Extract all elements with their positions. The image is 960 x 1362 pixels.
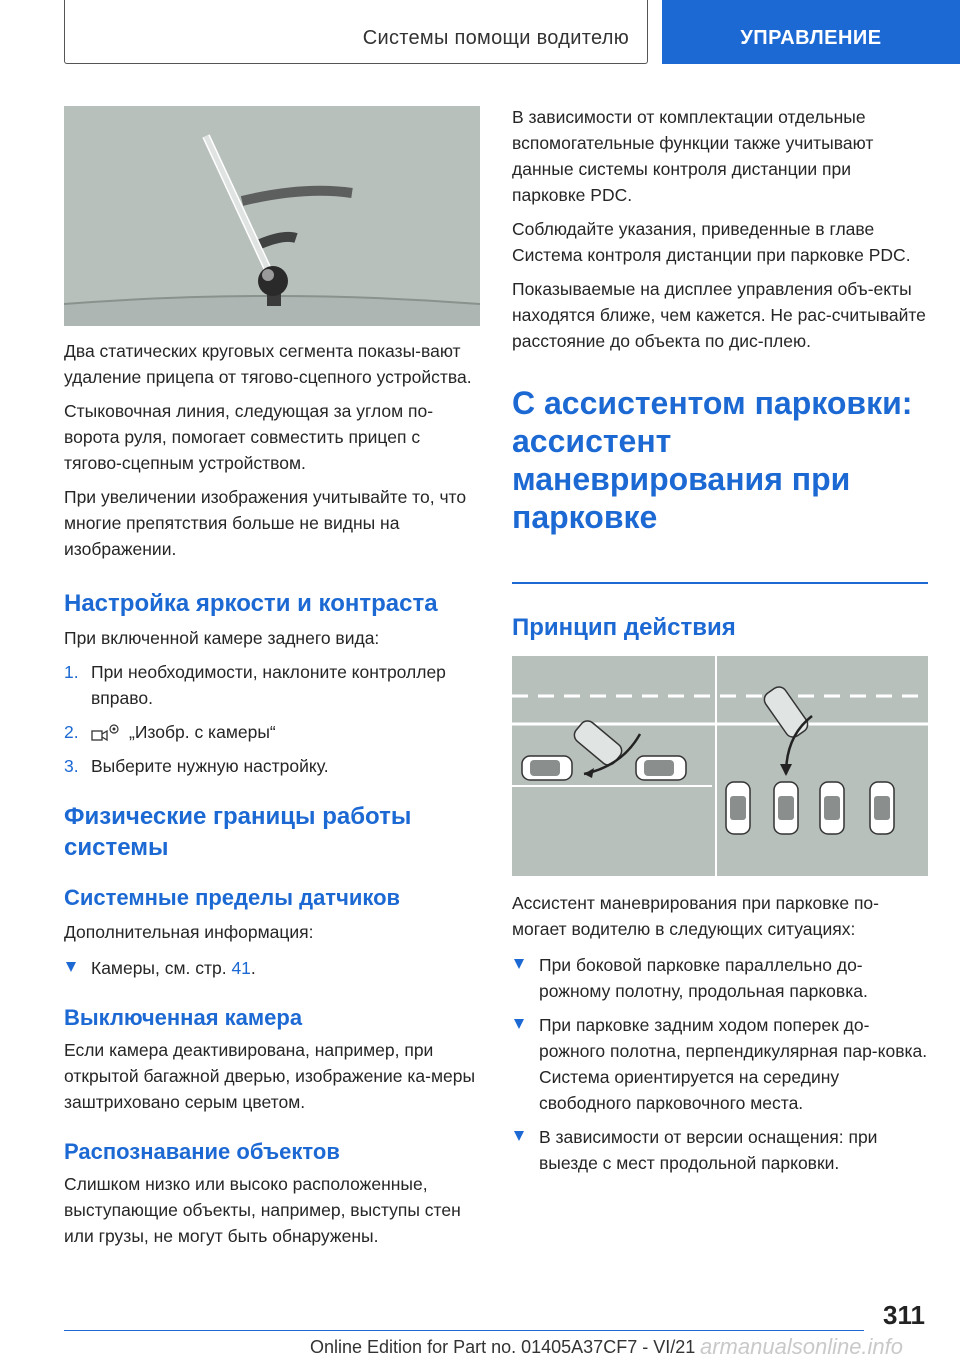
paragraph: Дополнительная информация: bbox=[64, 922, 314, 942]
heading-underline bbox=[512, 582, 928, 584]
bullet-text: При парковке задним ходом поперек до-рожного полотна, перпендикулярная пар-ковка. Система ориентируется на середину свободного парковочного места. bbox=[539, 1015, 928, 1113]
paragraph: Слишком низко или высоко расположенные, выступающие объекты, например, выступы стен или грузы, не могут быть обнаружены. bbox=[64, 1174, 461, 1246]
footer-divider bbox=[64, 1330, 864, 1331]
list-item bbox=[64, 753, 480, 779]
step-text: „Изобр. с камеры“ bbox=[129, 722, 276, 742]
triangle-bullet-icon bbox=[66, 962, 76, 972]
triangle-bullet-icon bbox=[514, 1131, 524, 1141]
heading-brightness: Настройка яркости и контраста bbox=[64, 590, 438, 617]
hitch-illustration-svg bbox=[64, 106, 480, 326]
list-item bbox=[64, 955, 480, 981]
bullet-text: В зависимости от версии оснащения: при выезде с мест продольной парковки. bbox=[539, 1127, 878, 1173]
bullet-end: . bbox=[250, 958, 256, 978]
paragraph: В зависимости от комплектации отдельные вспомогательные функции также учитывают данные системы контроля дистанции при парковке PDC. bbox=[512, 107, 874, 205]
heading-camera-off: Выключенная камера bbox=[64, 1005, 303, 1030]
footer-edition: Online Edition for Part no. 01405A37CF7 - VI/21 bbox=[310, 1337, 696, 1357]
heading-object-detection: Распознавание объектов bbox=[64, 1139, 340, 1164]
bullet-text: Камеры, см. стр. bbox=[91, 958, 232, 978]
page-number: 311 bbox=[883, 1300, 925, 1330]
list-item bbox=[64, 719, 480, 745]
header-section-title: Системы помощи водителю bbox=[362, 27, 629, 49]
heading-sensor-limits: Системные пределы датчиков bbox=[64, 885, 401, 910]
paragraph: При включенной камере заднего вида: bbox=[64, 628, 380, 648]
left-column bbox=[64, 338, 480, 1249]
paragraph: Если камера деактивирована, например, при открытой багажной дверью, изображение ка-меры заштриховано серым цветом. bbox=[64, 1040, 476, 1112]
paragraph: Соблюдайте указания, приведенные в главе Система контроля дистанции при парковке PDC. bbox=[512, 219, 911, 265]
step-number: 1. bbox=[64, 662, 79, 682]
hitch-camera-illustration bbox=[64, 106, 480, 326]
paragraph: Показываемые на дисплее управления объ-екты находятся ближе, чем кажется. Не рас-считывайте расстояние до объекта по дис-плею. bbox=[512, 279, 926, 351]
header-section-box bbox=[64, 0, 648, 64]
footer-watermark: armanualsonline.info bbox=[700, 1334, 904, 1359]
list-item bbox=[512, 1012, 928, 1116]
paragraph: Ассистент маневрирования при парковке по-могает водителю в следующих ситуациях: bbox=[512, 893, 879, 939]
heading-parking-assistant: С ассистентом парковки: ассистент маневрирования при парковке bbox=[512, 385, 913, 535]
triangle-bullet-icon bbox=[514, 959, 524, 969]
header-chapter-tab[interactable]: УПРАВЛЕНИЕ bbox=[662, 0, 960, 64]
triangle-bullet-icon bbox=[514, 1019, 524, 1029]
parking-illustration-svg bbox=[512, 656, 928, 876]
paragraph: Стыковочная линия, следующая за углом по-ворота руля, помогает совместить прицеп с тягово-сцепным устройством. bbox=[64, 401, 434, 473]
step-text: Выберите нужную настройку. bbox=[91, 756, 329, 776]
list-item bbox=[512, 1124, 928, 1176]
right-column bbox=[512, 104, 928, 536]
camera-icon bbox=[91, 723, 121, 743]
parking-maneuver-illustration bbox=[512, 656, 928, 876]
right-column-lower bbox=[512, 890, 928, 1176]
heading-principle: Принцип действия bbox=[512, 614, 736, 641]
step-text: При необходимости, наклоните контроллер вправо. bbox=[91, 662, 446, 708]
page-link[interactable]: 41 bbox=[231, 958, 251, 978]
bullet-text: При боковой парковке параллельно до-рожному полотну, продольная парковка. bbox=[539, 955, 868, 1001]
heading-physical-limits: Физические границы работы системы bbox=[64, 803, 412, 861]
list-item bbox=[64, 659, 480, 711]
paragraph: При увеличении изображения учитывайте то, что многие препятствия больше не видны на изображении. bbox=[64, 487, 467, 559]
steps-list bbox=[64, 659, 480, 779]
step-number: 2. bbox=[64, 722, 79, 742]
list-item bbox=[512, 952, 928, 1004]
paragraph: Два статических круговых сегмента показы-вают удаление прицепа от тягово-сцепного устройства. bbox=[64, 341, 472, 387]
step-number: 3. bbox=[64, 756, 79, 776]
